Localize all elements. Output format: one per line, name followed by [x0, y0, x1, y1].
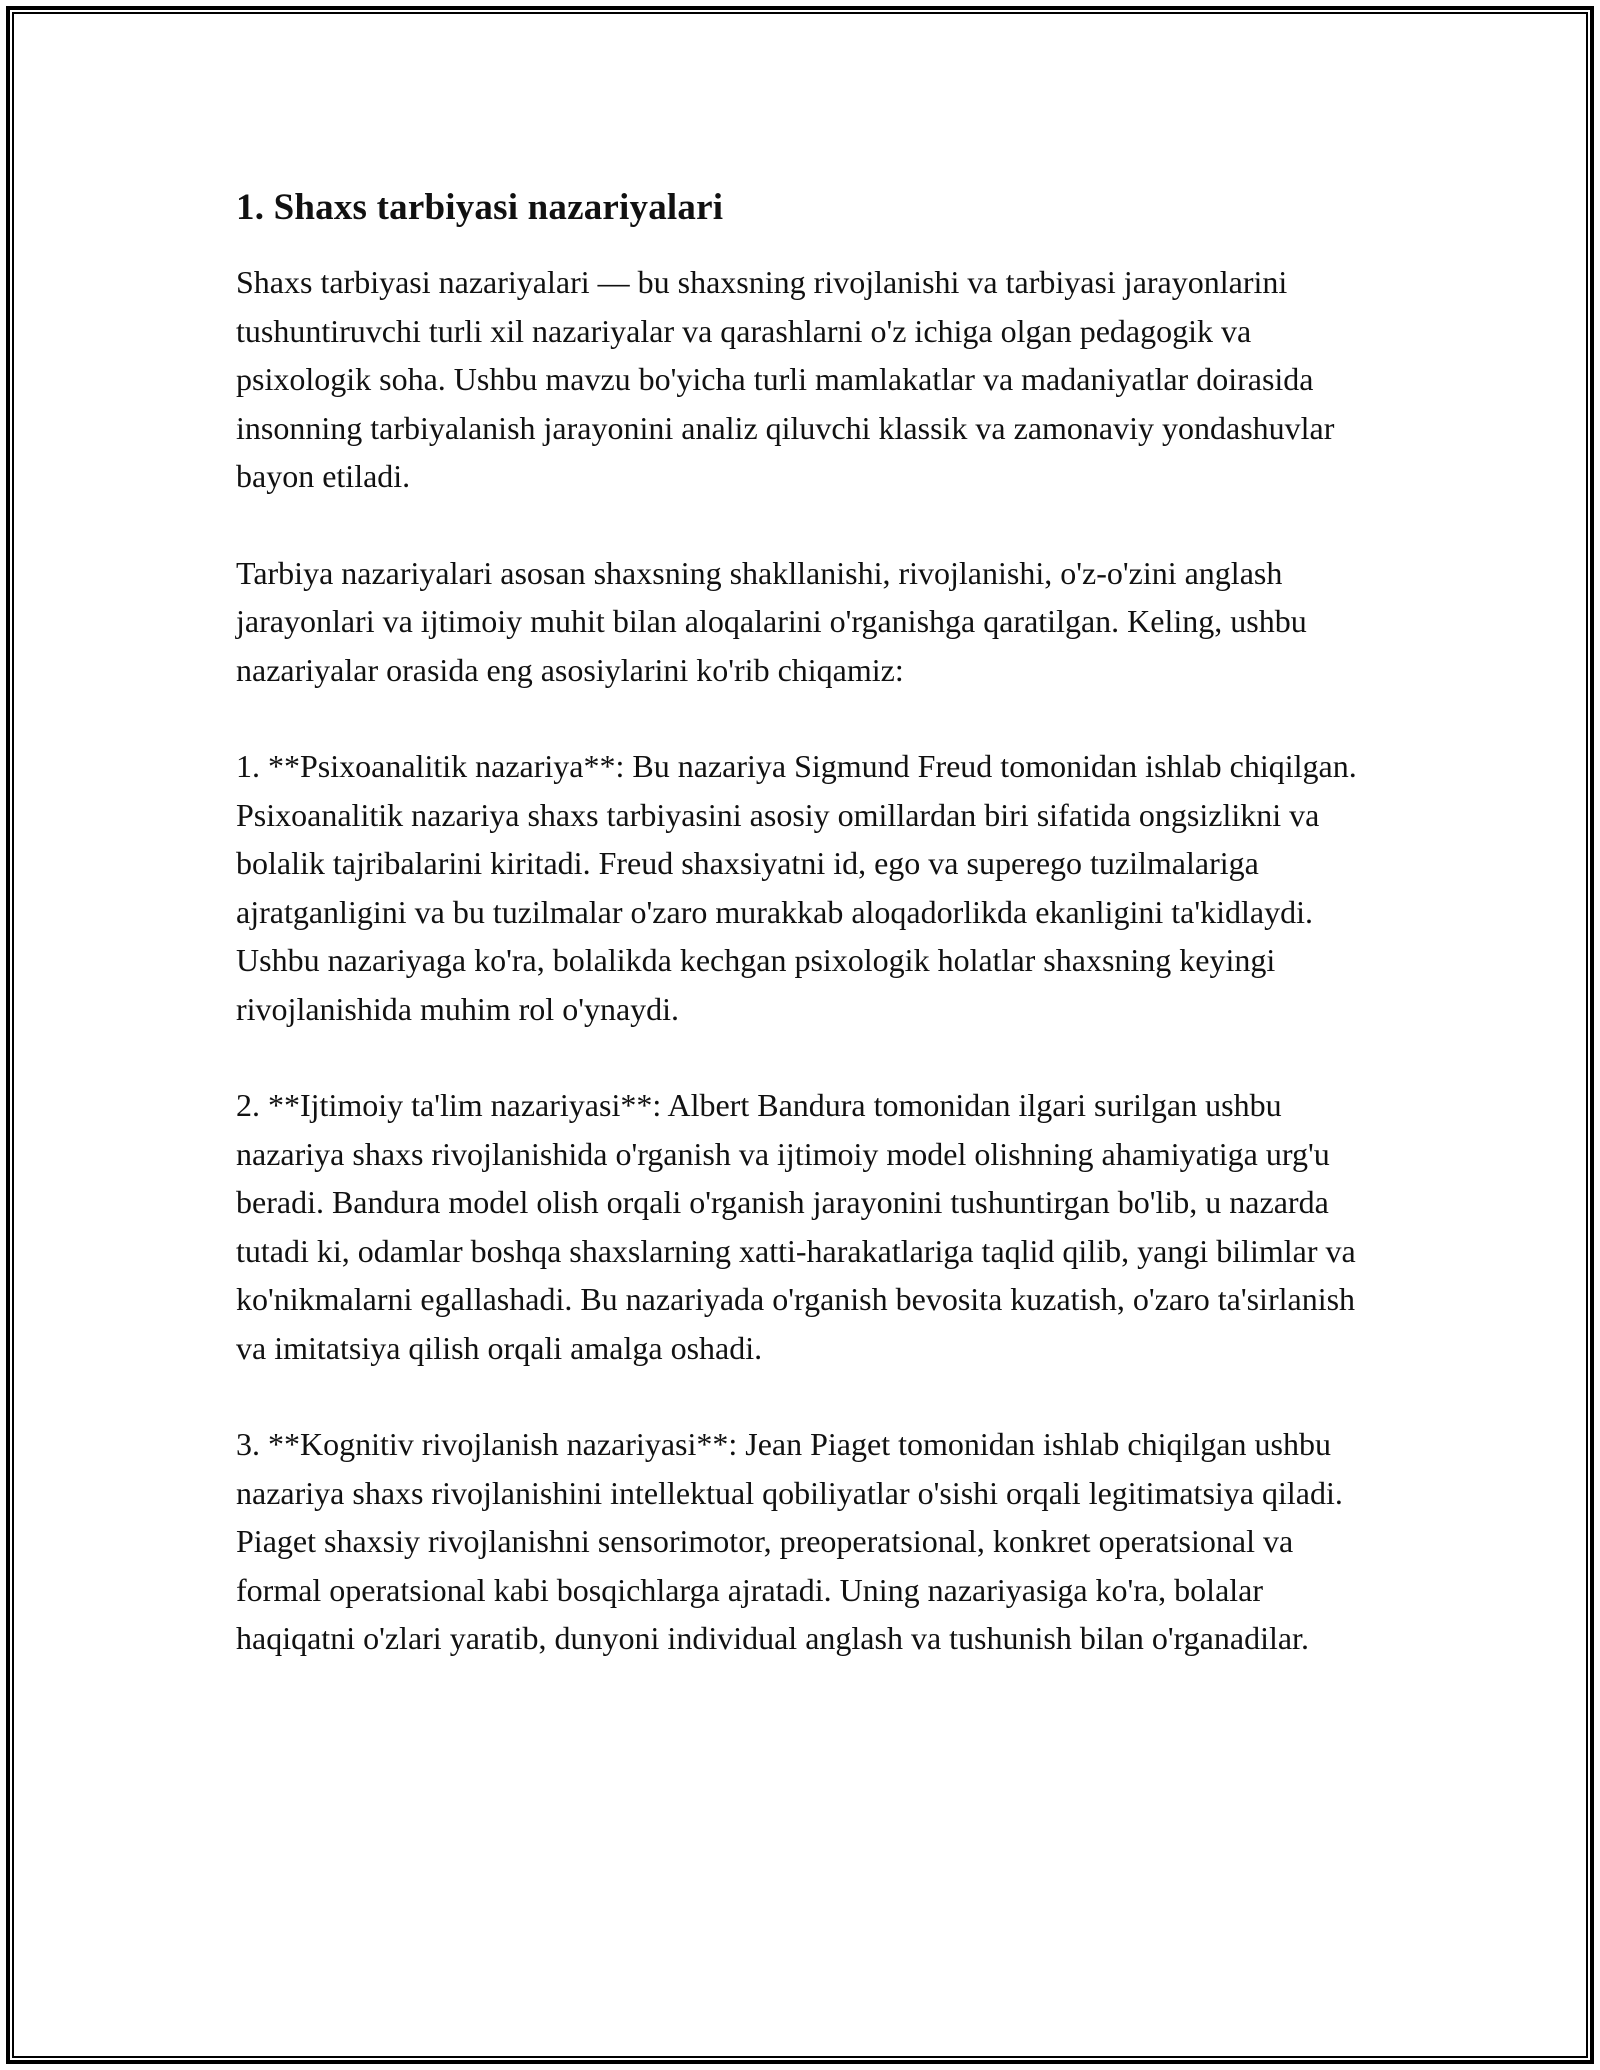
document-body: [236, 186, 1376, 1711]
social-learning-theory-paragraph: 2. **Ijtimoiy ta'lim nazariyasi**: Albert Bandura tomonidan ilgari surilgan ushbu nazariya shaxs rivojlanishida o'rganish va ijtimoiy model olishning ahamiyatiga urg'u beradi. Bandura model olish orqali o'rganish jarayonini tushuntirgan bo'lib, u nazarda tutadi ki, odamlar boshqa shaxslarning xatti-harakatlariga taqlid qilib, yangi bilimlar va ko'nikmalarni egallashadi. Bu nazariyada o'rganish bevosita kuzatish, o'zaro ta'sirlanish va imitatsiya qilish orqali amalga oshadi.: [236, 1087, 1356, 1366]
psychoanalytic-theory-paragraph: 1. **Psixoanalitik nazariya**: Bu nazariya Sigmund Freud tomonidan ishlab chiqilgan. Psixoanalitik nazariya shaxs tarbiyasini asosiy omillardan biri sifatida ongsizlikni va bolalik tajribalarini kiritadi. Freud shaxsiyatni id, ego va superego tuzilmalariga ajratganligini va bu tuzilmalar o'zaro murakkab aloqadorlikda ekanligini ta'kidlaydi. Ushbu nazariyaga ko'ra, bolalikda kechgan psixologik holatlar shaxsning keyingi rivojlanishida muhim rol o'ynaydi.: [236, 748, 1357, 1027]
intro-paragraph: Shaxs tarbiyasi nazariyalari — bu shaxsning rivojlanishi va tarbiyasi jarayonlarini tushuntiruvchi turli xil nazariyalar va qarashlarni o'z ichiga olgan pedagogik va psixologik soha. Ushbu mavzu bo'yicha turli mamlakatlar va madaniyatlar doirasida insonning tarbiyalanish jarayonini analiz qiluvchi klassik va zamonaviy yondashuvlar bayon etiladi.: [236, 264, 1335, 494]
cognitive-development-theory-paragraph: 3. **Kognitiv rivojlanish nazariyasi**: Jean Piaget tomonidan ishlab chiqilgan ushbu nazariya shaxs rivojlanishini intellektual qobiliyatlar o'sishi orqali legitimatsiya qiladi. Piaget shaxsiy rivojlanishni sensorimotor, preoperatsional, konkret operatsional va formal operatsional kabi bosqichlarga ajratadi. Uning nazariyasiga ko'ra, bolalar haqiqatni o'zlari yaratib, dunyoni individual anglash va tushunish bilan o'rganadilar.: [236, 1426, 1343, 1656]
document-title: 1. Shaxs tarbiyasi nazariyalari: [236, 187, 724, 228]
overview-paragraph: Tarbiya nazariyalari asosan shaxsning shakllanishi, rivojlanishi, o'z-o'zini anglash jarayonlari va ijtimoiy muhit bilan aloqalarini o'rganishga qaratilgan. Keling, ushbu nazariyalar orasida eng asosiylarini ko'rib chiqamiz:: [236, 554, 1307, 688]
